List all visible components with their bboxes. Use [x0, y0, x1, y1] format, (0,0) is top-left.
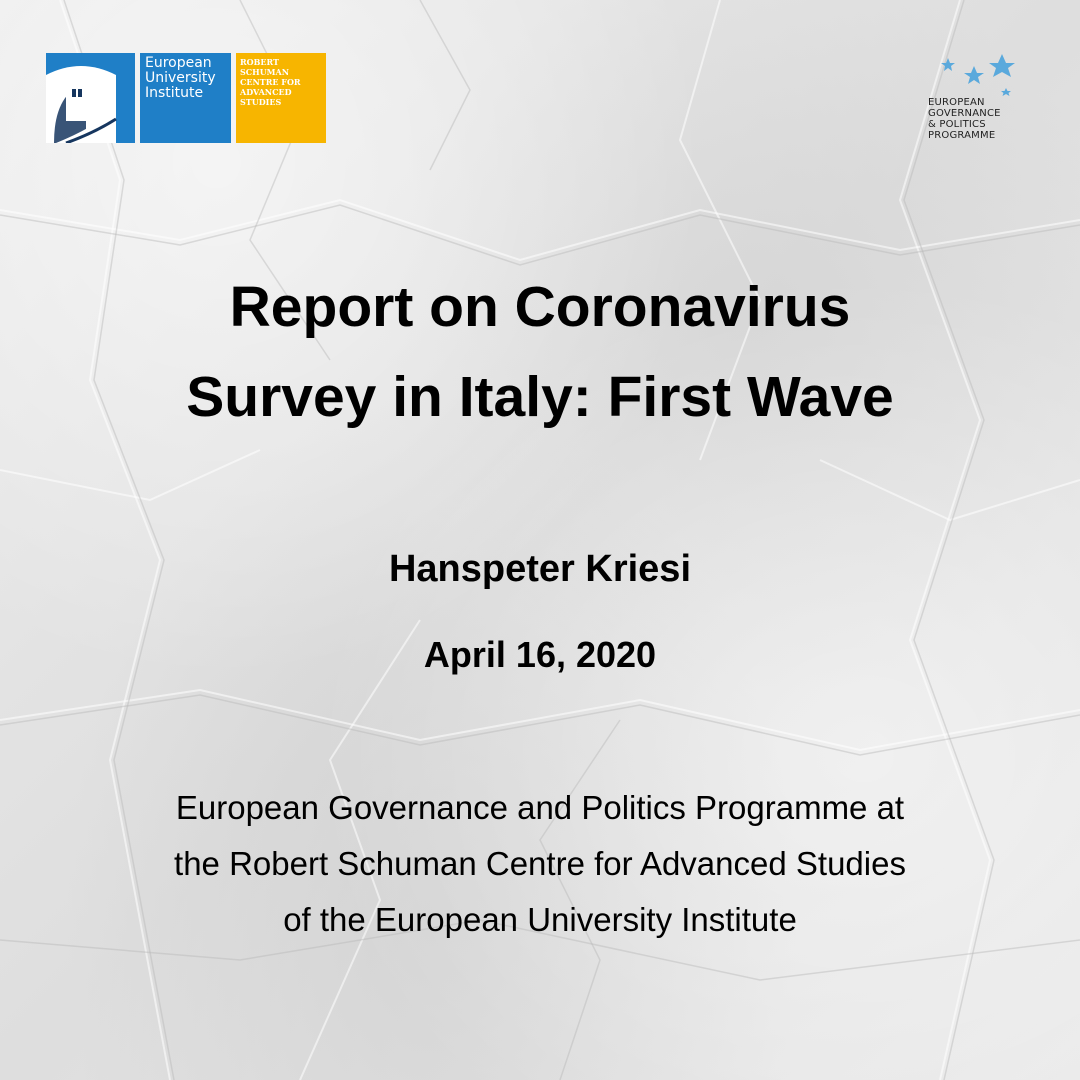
- affiliation-line: the Robert Schuman Centre for Advanced Studies: [174, 845, 906, 882]
- rsc-name-line: CENTRE FOR: [240, 77, 301, 87]
- egpp-name-line: GOVERNANCE: [928, 108, 1001, 119]
- affiliation-line: European Governance and Politics Programme at: [175, 789, 905, 826]
- affiliation-text: [0, 780, 1080, 948]
- egpp-logo: [928, 52, 1028, 147]
- rsc-name-line: STUDIES: [240, 97, 282, 107]
- rsc-name-text: [236, 53, 326, 143]
- stars-icon: [932, 52, 1024, 98]
- eui-emblem-icon: [46, 53, 135, 143]
- egpp-name-text: [928, 97, 1001, 141]
- rsc-name-line: ADVANCED: [240, 87, 292, 97]
- title-line: Report on Coronavirus: [229, 275, 851, 339]
- egpp-name-line: PROGRAMME: [928, 130, 996, 141]
- eui-name-line: University: [145, 70, 216, 86]
- eui-name-line: European: [145, 55, 212, 71]
- title-line: Survey in Italy: First Wave: [186, 365, 894, 429]
- eui-rsc-logo: [46, 53, 326, 143]
- author-name: Hanspeter Kriesi: [388, 548, 691, 590]
- egpp-name-line: & POLITICS: [928, 119, 986, 130]
- rsc-name-line: ROBERT: [240, 57, 279, 67]
- affiliation-line: of the European University Institute: [283, 901, 797, 938]
- eui-name-text: [140, 53, 231, 143]
- report-title: [0, 262, 1080, 442]
- publication-date: April 16, 2020: [423, 634, 657, 675]
- egpp-name-line: EUROPEAN: [928, 97, 985, 108]
- rsc-name-line: SCHUMAN: [240, 67, 290, 77]
- eui-name-line: Institute: [145, 85, 204, 101]
